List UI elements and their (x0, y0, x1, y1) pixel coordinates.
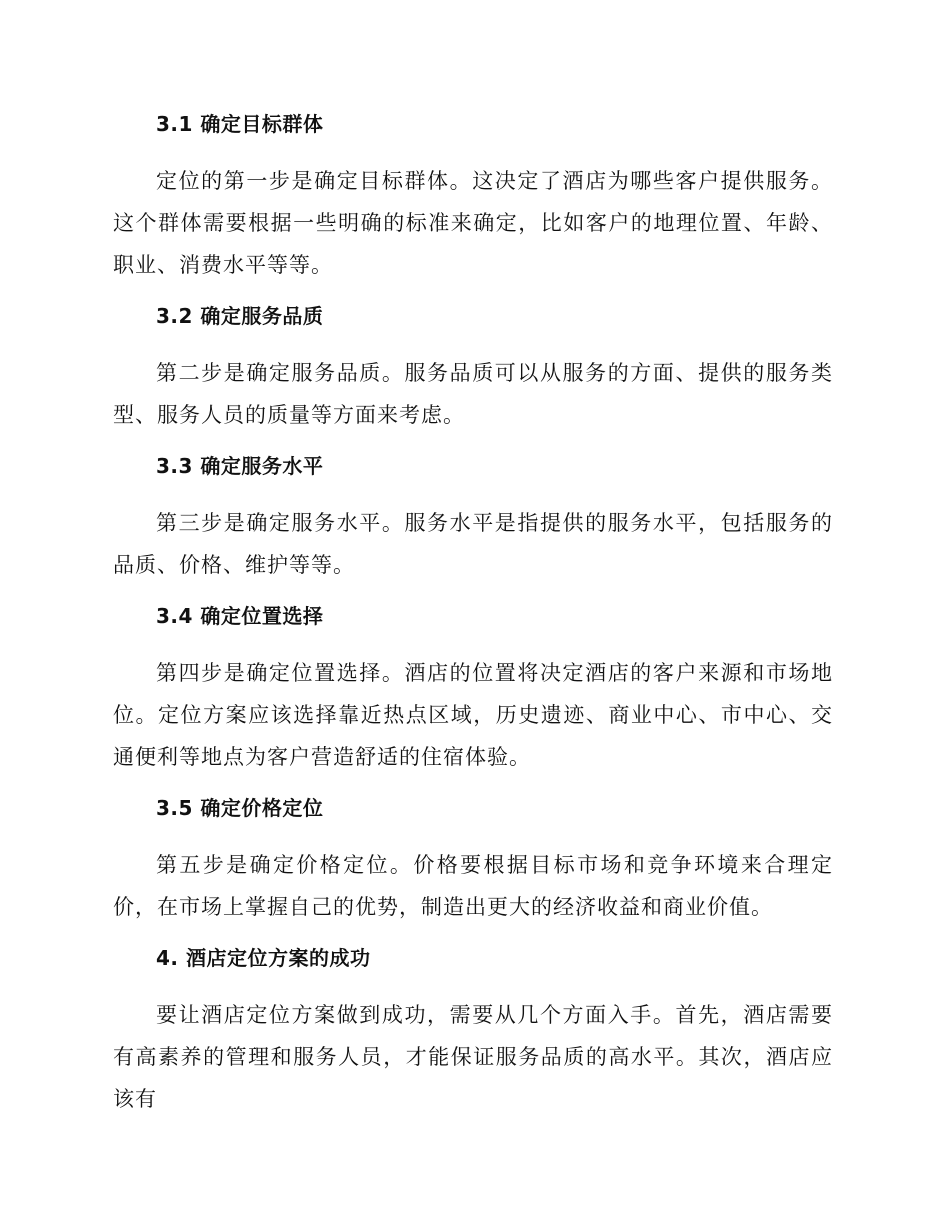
section-paragraph-4: 要让酒店定位方案做到成功，需要从几个方面入手。首先，酒店需要有高素养的管理和服务人员，才能保证服务品质的高水平。其次，酒店应该有 (113, 1003, 833, 1111)
section-paragraph-3-2: 第二步是确定服务品质。服务品质可以从服务的方面、提供的服务类型、服务人员的质量等方面来考虑。 (113, 361, 833, 427)
section-paragraph-3-4: 第四步是确定位置选择。酒店的位置将决定酒店的客户来源和市场地位。定位方案应该选择靠近热点区域，历史遗迹、商业中心、市中心、交通便利等地点为客户营造舒适的住宿体验。 (113, 661, 833, 769)
section-heading-3-2: 3.2 确定服务品质 (156, 304, 324, 328)
section-heading-3-4: 3.4 确定位置选择 (156, 604, 324, 628)
section-heading-4: 4. 酒店定位方案的成功 (156, 946, 371, 970)
section-paragraph-3-5: 第五步是确定价格定位。价格要根据目标市场和竞争环境来合理定价，在市场上掌握自己的优势，制造出更大的经济收益和商业价值。 (113, 853, 833, 919)
section-paragraph-3-3: 第三步是确定服务水平。服务水平是指提供的服务水平，包括服务的品质、价格、维护等等。 (113, 511, 833, 577)
document-body (113, 108, 833, 1134)
section-paragraph-3-1: 定位的第一步是确定目标群体。这决定了酒店为哪些客户提供服务。这个群体需要根据一些明确的标准来确定，比如客户的地理位置、年龄、职业、消费水平等等。 (113, 169, 833, 277)
section-heading-3-5: 3.5 确定价格定位 (156, 796, 324, 820)
section-heading-3-3: 3.3 确定服务水平 (156, 454, 324, 478)
section-heading-3-1: 3.1 确定目标群体 (156, 112, 324, 136)
